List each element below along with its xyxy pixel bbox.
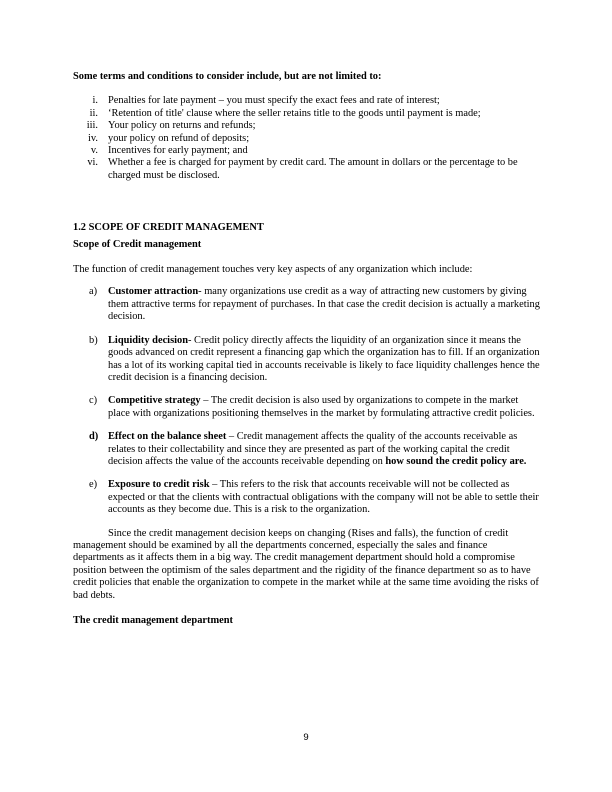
list-number: i. xyxy=(92,95,98,107)
list-item xyxy=(73,157,540,182)
aspect-text: – This refers to the risk that accounts receivable will not be collected as expected or that the clients with contractual obligations with the company will not be able to settle their accounts as they become due. This is a risk to the organization. xyxy=(108,479,539,516)
aspect-text: - Credit policy directly affects the liquidity of an organization since it means the goods advanced on credit represent a financing gap which the organization has to fill. If an organization has a lot of its working capital tied in accounts receivable is likely to face liquidity challenges hence the credit decision is a financing decision. xyxy=(108,334,540,383)
list-item xyxy=(73,479,540,516)
aspect-term: Liquidity decision xyxy=(108,334,188,346)
list-letter: b) xyxy=(89,334,98,346)
list-item-text: your policy on refund of deposits; xyxy=(108,132,250,144)
list-item-text: ‘Retention of title' clause where the seller retains title to the goods until payment is made; xyxy=(108,107,481,119)
aspect-tail: how sound the credit policy are. xyxy=(385,455,527,467)
list-item xyxy=(73,335,540,385)
list-item-text: Whether a fee is charged for payment by credit card. The amount in dollars or the percentage to be charged must be disclosed. xyxy=(108,157,518,181)
list-letter: d) xyxy=(89,431,99,443)
list-item xyxy=(73,108,540,120)
closing-paragraph: Since the credit management decision keeps on changing (Rises and falls), the function of credit management should be examined by all the departments concerned, especially the sales and finance departments as it affects them in a big way. The credit management department should hold a compromise position between the optimism of the sales department and the rigidity of the finance department so as to have credit policies that enable the organization to compete in the market while at the same time avoiding the risks of bad debts. xyxy=(73,527,539,601)
list-item xyxy=(73,145,540,157)
aspect-text: – The credit decision is also used by organizations to compete in the market place with organizations positioning themselves in the market by formulating attractive credit policies. xyxy=(108,395,535,419)
list-item-text: Penalties for late payment – you must specify the exact fees and rate of interest; xyxy=(108,95,440,107)
list-number: v. xyxy=(90,145,98,157)
aspect-term: Customer attraction xyxy=(108,286,199,298)
page-number: 9 xyxy=(303,732,309,743)
section-heading: 1.2 SCOPE OF CREDIT MANAGEMENT xyxy=(73,222,264,234)
list-item xyxy=(73,286,540,323)
list-number: iv. xyxy=(87,132,98,144)
aspect-text: – Credit management affects the quality of the accounts receivable as relates to their collectability and since they are presented as part of the working capital the credit decision affects the value of the accounts receivable depending on xyxy=(108,431,518,467)
terms-heading: Some terms and conditions to consider include, but are not limited to: xyxy=(73,71,382,82)
list-number: vi. xyxy=(87,157,98,169)
department-heading: The credit management department xyxy=(73,615,233,626)
aspect-term: Exposure to credit risk xyxy=(108,479,210,491)
list-item xyxy=(73,431,540,468)
list-number: ii. xyxy=(89,107,98,119)
list-letter: c) xyxy=(89,395,98,407)
aspect-term: Effect on the balance sheet xyxy=(108,431,227,443)
list-letter: e) xyxy=(89,479,98,491)
aspect-term: Competitive strategy xyxy=(108,395,201,407)
aspect-text: - many organizations use credit as a way of attracting new customers by giving them attractive terms for repayment of purchases. In that case the credit decision is actually a marketing decision. xyxy=(108,286,540,323)
subheading: Scope of Credit management xyxy=(73,238,202,250)
list-number: iii. xyxy=(86,120,98,132)
aspects-list xyxy=(73,286,540,516)
list-item-text: Incentives for early payment; and xyxy=(108,145,248,157)
list-item xyxy=(73,133,540,145)
list-item-text: Your policy on returns and refunds; xyxy=(108,120,256,132)
list-letter: a) xyxy=(89,286,98,298)
intro-paragraph: The function of credit management touches very key aspects of any organization which include: xyxy=(73,264,473,276)
list-item xyxy=(73,395,540,420)
list-item xyxy=(73,95,540,107)
document-page xyxy=(73,71,540,627)
list-item xyxy=(73,120,540,132)
terms-list xyxy=(73,95,540,182)
